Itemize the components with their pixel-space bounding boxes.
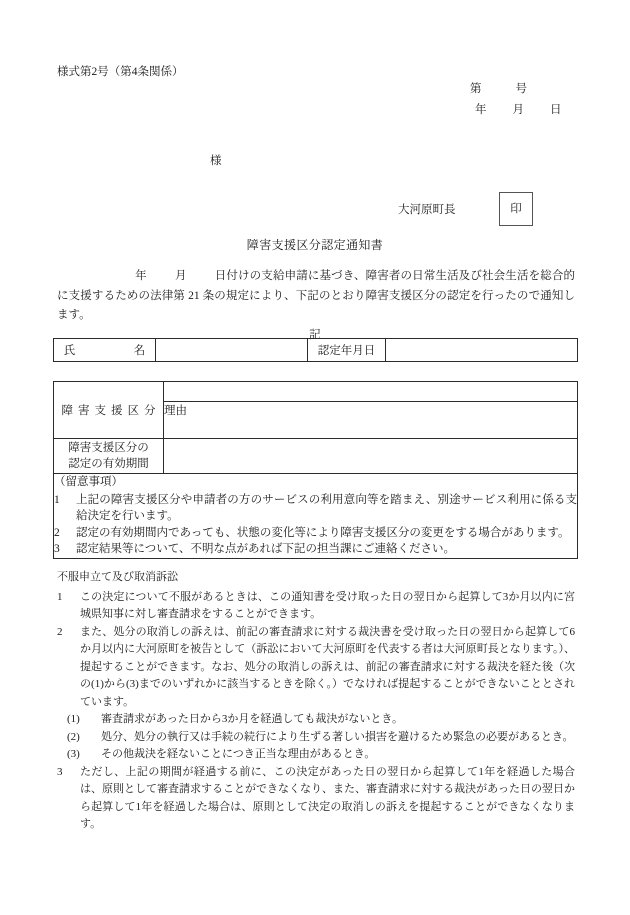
notes-cell	[54, 474, 578, 559]
cert-date-value-cell[interactable]	[386, 339, 578, 362]
page-title: 障害支援区分認定通知書	[246, 238, 384, 252]
appeal-number: 1	[57, 590, 63, 603]
appeal-sub-item	[57, 746, 575, 764]
class-label-cell: 障害支援区分	[54, 382, 164, 439]
note-item	[54, 541, 577, 558]
cert-date-label-cell: 認定年月日	[308, 339, 386, 362]
appeal-sub-number: (3)	[67, 748, 80, 760]
body-date-month: 月	[174, 270, 187, 282]
note-number: 1	[54, 493, 60, 506]
appeal-sub-text: その他裁決を経ないことにつき正当な理由があるとき。	[101, 748, 376, 760]
appeal-sub-item	[57, 729, 575, 747]
class-value-cell[interactable]	[164, 382, 578, 402]
body-paragraph-text: 日付けの支給申請に基づき、障害者の日常生活及び社会生活を総合的に支援するための法律第 21 条の規定により、下記のとおり障害支援区分の認定を行ったので通知します。	[57, 270, 576, 321]
appeal-number: 2	[57, 625, 63, 638]
appeal-item	[57, 764, 575, 834]
appeal-section	[57, 569, 575, 834]
period-label-line1: 障害支援区分の	[68, 442, 149, 454]
table-row	[54, 439, 578, 474]
note-text: 上記の障害支援区分や申請者の方のサービスの利用意向等を踏まえ、別途サービス利用に係る支給決定を行います。	[76, 493, 577, 522]
name-value-cell[interactable]	[156, 339, 308, 362]
appeal-sub-text: 処分、処分の執行又は手続の続行により生ずる著しい損害を避けるため緊急の必要があるとき。	[101, 730, 574, 743]
appeal-sub-number: (2)	[67, 730, 80, 743]
table-row	[54, 474, 578, 559]
reason-cell[interactable]	[164, 402, 578, 439]
appeal-sub-number: (1)	[67, 713, 80, 725]
appeal-heading: 不服申立て及び取消訴訟	[57, 571, 178, 583]
document-number-prefix: 第	[470, 83, 482, 95]
date-month-label: 月	[512, 104, 524, 116]
date-day-label: 日	[550, 104, 562, 116]
date-year-label: 年	[475, 104, 487, 116]
appeal-item	[57, 624, 575, 712]
appeal-number: 3	[57, 765, 63, 778]
ki-mark: 記	[309, 329, 321, 341]
appeal-text: ただし、上記の期間が経過する前に、この決定があった日の翌日から起算して1年を経過した場合は、原則として審査請求することができなくなり、また、審査請求に対する裁決があった日の翌日から起算して1年を経過した場合は、原則として決定の取消しの訴えを提起することができなくなります。	[80, 765, 575, 830]
name-label-cell: 氏 名	[54, 339, 156, 362]
period-label-cell	[54, 439, 164, 474]
body-date-year: 年	[135, 270, 147, 282]
seal-label: 印	[510, 203, 522, 215]
note-text: 認定結果等について、不明な点があれば下記の担当課にご連絡ください。	[76, 543, 456, 555]
document-number-line	[470, 80, 527, 96]
issuer-name: 大河原町長	[398, 204, 456, 216]
appeal-text: この決定について不服があるときは、この通知書を受け取った日の翌日から起算して3か月以内に宮城県知事に対し審査請求をすることができます。	[80, 590, 575, 620]
note-item	[54, 492, 577, 525]
period-value-cell[interactable]	[164, 439, 578, 474]
body-paragraph	[57, 267, 575, 326]
addressee-honorific: 様	[210, 155, 222, 167]
classification-table	[53, 381, 578, 559]
seal-box	[499, 192, 533, 226]
period-label-line2: 認定の有効期間	[68, 458, 149, 470]
form-number: 様式第2号（第4条関係）	[57, 66, 184, 78]
name-table	[53, 338, 578, 362]
appeal-sub-item	[57, 711, 575, 729]
note-number: 3	[54, 543, 60, 555]
note-item	[54, 525, 577, 542]
appeal-sub-text: 審査請求があった日から3か月を経過しても裁決がないとき。	[101, 713, 403, 725]
table-row	[54, 339, 578, 362]
notes-heading: （留意事項）	[54, 476, 123, 488]
document-date-line	[475, 101, 562, 117]
reason-label: 理由	[164, 405, 187, 417]
appeal-text: また、処分の取消しの訴えは、前記の審査請求に対する裁決書を受け取った日の翌日から起算して6か月以内に大河原町を被告として（訴訟において大河原町を代表する者は大河原町長となります。）、提起することができます。なお、処分の取消しの訴えは、前記の審査請求に対する裁決を経た後（次の(1)から(3)までのいずれかに該当するときを除く。）でなければ提起することができないこととされています。	[80, 625, 575, 708]
table-row	[54, 382, 578, 402]
appeal-item	[57, 589, 575, 624]
note-number: 2	[54, 526, 60, 539]
document-number-suffix: 号	[515, 83, 527, 95]
note-text: 認定の有効期間内であっても、状態の変化等により障害支援区分の変更をする場合があります。	[76, 526, 570, 539]
